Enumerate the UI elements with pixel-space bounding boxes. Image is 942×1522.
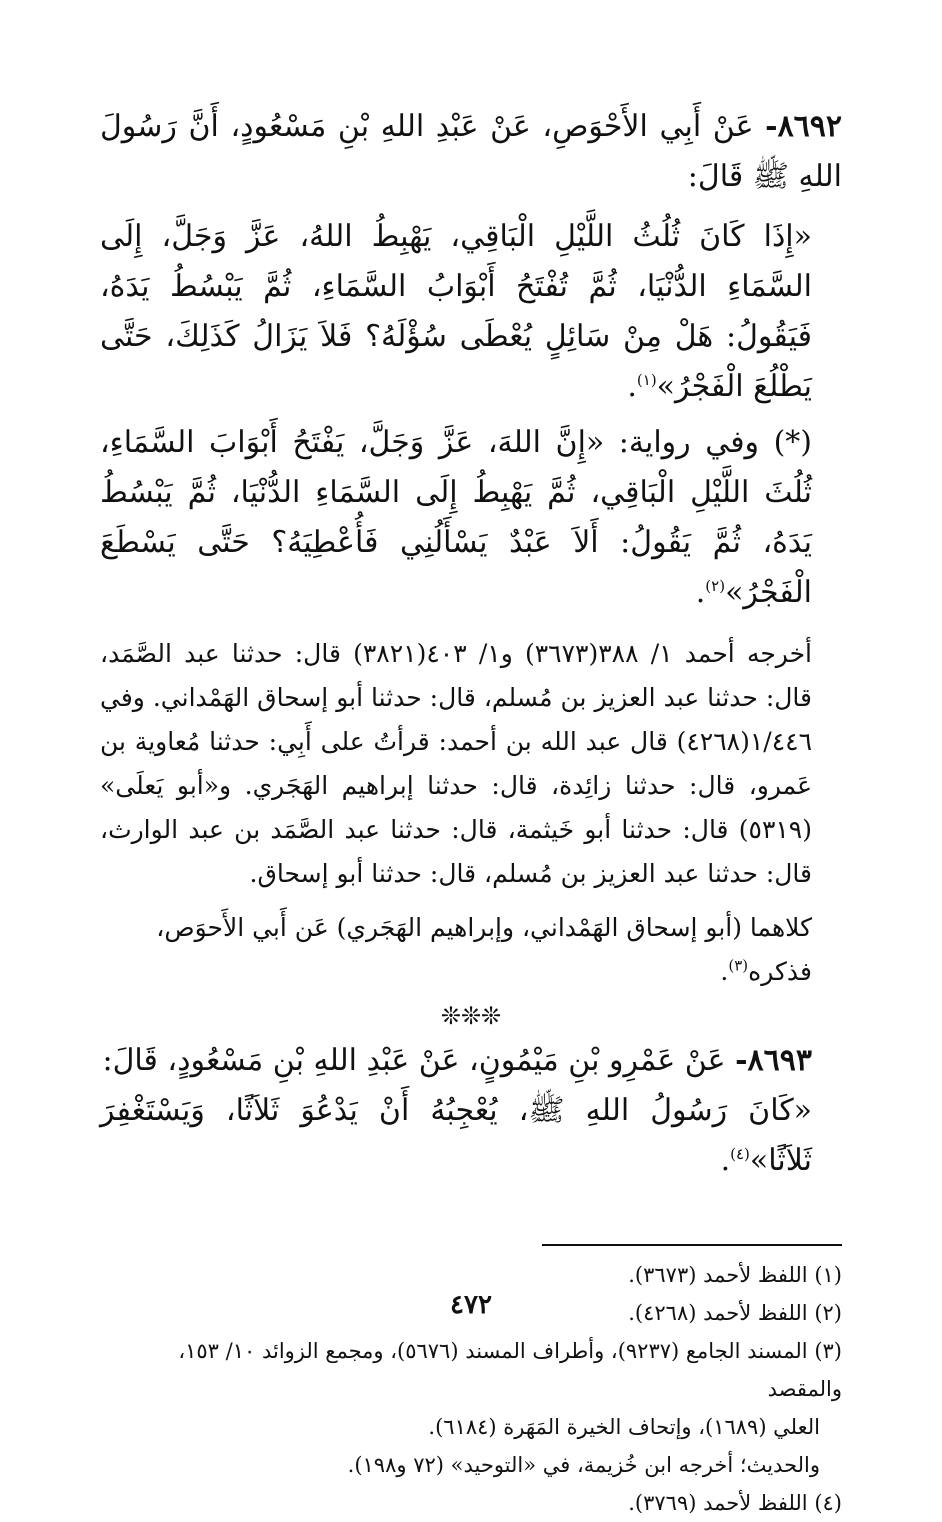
takhrij-paragraph xyxy=(100,632,842,896)
page-number: ٤٧٢ xyxy=(450,1290,492,1320)
hadith-number: ٨٦٩٢- xyxy=(765,109,843,144)
section-separator: ❊❊❊ xyxy=(440,1002,502,1030)
matn-text: «كَانَ رَسُولُ اللهِ ﷺ، يُعْجِبُهُ أَنْ يَدْعُوَ ثَلاَثًا، وَيَسْتَغْفِرَ ثَلاَثًا» xyxy=(100,1093,812,1178)
takhrij-text: أخرجه أحمد ١/ ٣٨٨(٣٦٧٣) و١/ ٤٠٣(٣٨٢١) قال: حدثنا عبد الصَّمَد، قال: حدثنا عبد العزيز بن مُسلم، قال: حدثنا أبو إسحاق الهَمْداني. وفي ١/٤٤٦(٤٢٦٨) قال عبد الله بن أحمد: قرأتُ على أَبِي: حدثنا مُعاوية بن عَمرو، قال: حدثنا زائِدة، قال: حدثنا إبراهيم الهَجَري. و«أبو يَعلَى» (٥٣١٩) قال: حدثنا أبو خَيثمة، قال: حدثنا عبد الصَّمَد بن عبد الوارث، قال: حدثنا عبد العزيز بن مُسلم، قال: حدثنا أبو إسحاق. xyxy=(100,639,812,888)
isnad-text: عَنْ أَبِي الأَحْوَصِ، عَنْ عَبْدِ اللهِ بْنِ مَسْعُودٍ، أَنَّ رَسُولَ اللهِ ﷺ قَالَ: xyxy=(100,109,842,194)
footnote-ref: (٢) xyxy=(705,577,726,595)
riwaya-text: (*) وفي رواية: «إِنَّ اللهَ، عَزَّ وَجَلَّ، يَفْتَحُ أَبْوَابَ السَّمَاءِ، ثُلُثَ اللَّيْلِ الْبَاقِي، ثُمَّ يَهْبِطُ إِلَى السَّمَاءِ الدُّنْيَا، ثُمَّ يَبْسُطُ يَدَهُ، ثُمَّ يَقُولُ: أَلاَ عَبْدٌ يَسْأَلُنِي فَأُعْطِيَهُ؟ حَتَّى يَسْطَعَ الْفَجْرُ» xyxy=(100,425,812,610)
hadith-8692-riwaya: (*) وفي رواية: «إِنَّ اللهَ، عَزَّ وَجَلَّ، يَفْتَحُ أَبْوَابَ السَّمَاءِ، ثُلُثَ اللَّيْلِ الْبَاقِي، ثُمَّ يَهْبِطُ إِلَى السَّمَاءِ الدُّنْيَا، ثُمَّ يَبْسُطُ يَدَهُ، ثُمَّ يَقُولُ: أَلاَ عَبْدٌ يَسْأَلُنِي فَأُعْطِيَهُ؟ حَتَّى يَسْطَعَ الْفَجْرُ»$^{(٢)}$. xyxy=(100,425,812,610)
footnote-ref: (١) xyxy=(636,371,657,389)
footnote-divider xyxy=(542,1244,842,1246)
hadith-8693-matn: «كَانَ رَسُولُ اللهِ ﷺ، يُعْجِبُهُ أَنْ يَدْعُوَ ثَلاَثًا، وَيَسْتَغْفِرَ ثَلاَثًا»$^{(٤)}$. xyxy=(100,1093,812,1178)
footnote-4: (٤) اللفظ لأحمد (٣٧٦٩). xyxy=(628,1491,842,1515)
takhrij-summary: كلاهما (أبو إسحاق الهَمْداني، وإبراهيم الهَجَري) عَن أَبي الأَحوَص، فذكره$^{(٣)}$. xyxy=(156,913,812,986)
footnote-ref: (٤) xyxy=(730,1145,750,1163)
footnote-1: (١) اللفظ لأحمد (٣٦٧٣). xyxy=(628,1263,842,1287)
footnote-3-continued: العلي (١٦٨٩)، وإتحاف الخيرة المَهَرة (٦١٨٤). xyxy=(428,1415,820,1439)
isnad-text: عَنْ عَمْرِو بْنِ مَيْمُونٍ، عَنْ عَبْدِ اللهِ بْنِ مَسْعُودٍ، قَالَ: xyxy=(102,1043,726,1078)
hadith-8692-matn: «إِذَا كَانَ ثُلُثُ اللَّيْلِ الْبَاقِي، يَهْبِطُ اللهُ، عَزَّ وَجَلَّ، إِلَى السَّمَاءِ الدُّنْيَا، ثُمَّ تُفْتَحُ أَبْوَابُ السَّمَاءِ، ثُمَّ يَبْسُطُ يَدَهُ، فَيَقُولُ: هَلْ مِنْ سَائِلٍ يُعْطَى سُؤْلَهُ؟ فَلاَ يَزَالُ كَذَلِكَ، حَتَّى يَطْلُعَ الْفَجْرُ»$^{(١)}$. xyxy=(100,219,812,404)
footnote-2: (٢) اللفظ لأحمد (٤٢٦٨). xyxy=(628,1301,842,1325)
hadith-8693-isnad xyxy=(100,1036,842,1086)
takhrij-summary-text: كلاهما (أبو إسحاق الهَمْداني، وإبراهيم الهَجَري) عَن أَبي الأَحوَص، فذكره xyxy=(156,913,812,986)
footnote-ref: (٣) xyxy=(728,956,749,975)
footnote-3-note: والحديث؛ أخرجه ابن خُزيمة، في «التوحيد» (٧٢ و١٩٨). xyxy=(347,1453,820,1477)
footnote-3: (٣) المسند الجامع (٩٢٣٧)، وأطراف المسند (٥٦٧٦)، ومجمع الزوائد ١٠/ ١٥٣، والمقصد xyxy=(178,1339,842,1401)
hadith-8692-isnad xyxy=(100,102,842,202)
matn-text: «إِذَا كَانَ ثُلُثُ اللَّيْلِ الْبَاقِي، يَهْبِطُ اللهُ، عَزَّ وَجَلَّ، إِلَى السَّمَاءِ الدُّنْيَا، ثُمَّ تُفْتَحُ أَبْوَابُ السَّمَاءِ، ثُمَّ يَبْسُطُ يَدَهُ، فَيَقُولُ: هَلْ مِنْ سَائِلٍ يُعْطَى سُؤْلَهُ؟ فَلاَ يَزَالُ كَذَلِكَ، حَتَّى يَطْلُعَ الْفَجْرُ» xyxy=(100,219,812,404)
hadith-number: ٨٦٩٣- xyxy=(735,1043,812,1078)
